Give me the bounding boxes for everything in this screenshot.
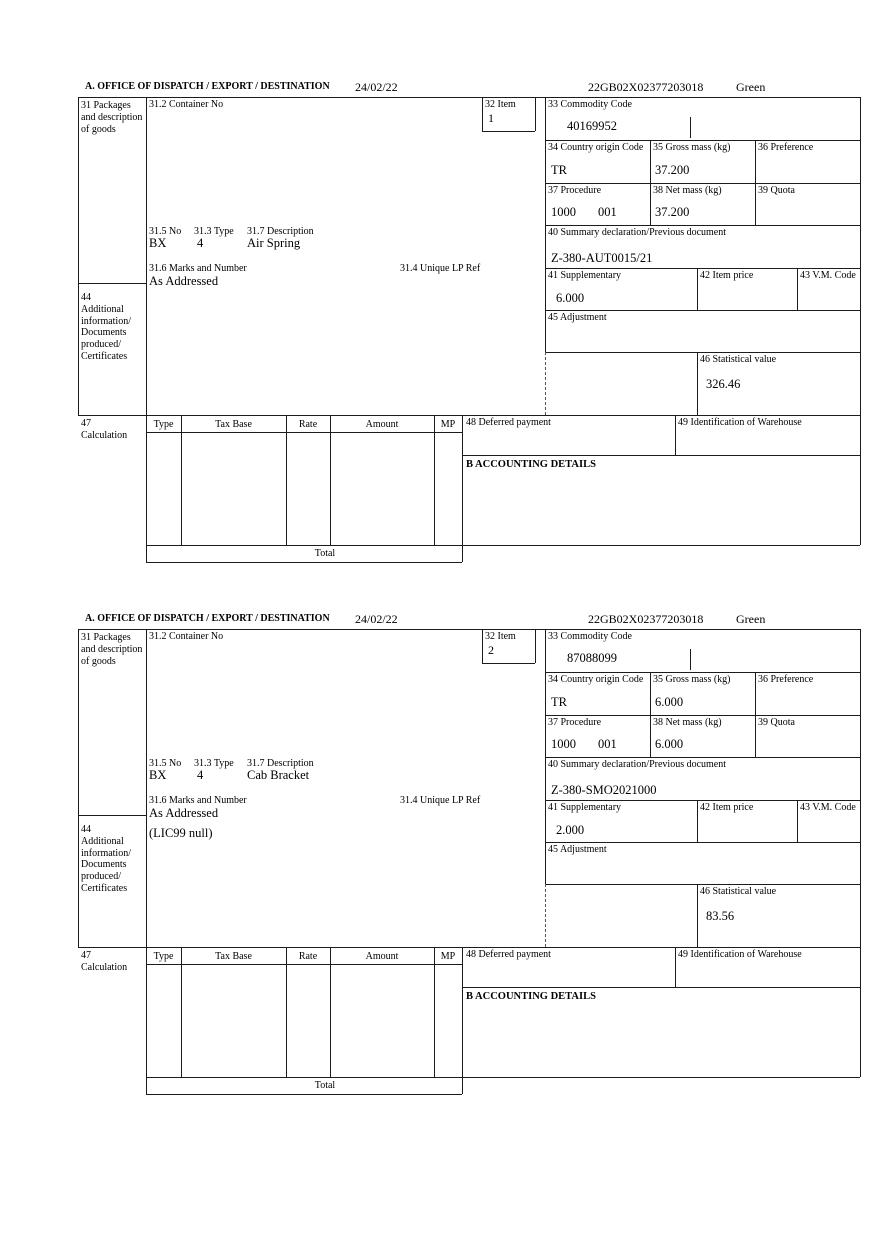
- box34-label: 34 Country origin Code: [548, 674, 644, 685]
- grid-line: [434, 947, 435, 1077]
- calc-col-rate: Rate: [298, 951, 318, 962]
- country-origin-value: TR: [551, 163, 567, 177]
- box34-label: 34 Country origin Code: [548, 142, 644, 153]
- box40-label: 40 Summary declaration/Previous document: [548, 759, 727, 770]
- calc-total-label: Total: [314, 1080, 336, 1091]
- box48-label: 48 Deferred payment: [466, 417, 551, 428]
- box48-label: 48 Deferred payment: [466, 949, 551, 960]
- box31-7-label: 31.7 Description: [247, 758, 314, 769]
- dispatch-date: 24/02/22: [355, 80, 398, 94]
- box31-title: Packages and description of goods: [81, 100, 143, 135]
- country-origin-value: TR: [551, 695, 567, 709]
- box38-label: 38 Net mass (kg): [653, 185, 722, 196]
- box35-label: 35 Gross mass (kg): [653, 674, 731, 685]
- box31-number: 31: [81, 632, 91, 643]
- grid-line: [545, 225, 860, 226]
- box40-label: 40 Summary declaration/Previous document: [548, 227, 727, 238]
- procedure-value: 1000: [551, 205, 576, 219]
- box37-label: 37 Procedure: [548, 185, 602, 196]
- commodity-code-value: 40169952: [567, 119, 617, 133]
- box31-4-label: 31.4 Unique LP Ref: [400, 263, 481, 274]
- box31-number: 31: [81, 100, 91, 111]
- grid-line: [545, 629, 546, 884]
- procedure-extra-value: 001: [598, 205, 617, 219]
- box33-label: 33 Commodity Code: [548, 99, 632, 110]
- box36-label: 36 Preference: [758, 674, 814, 685]
- routing-status: Green: [736, 612, 766, 626]
- item-number-value: 2: [488, 643, 494, 657]
- grid-line: [146, 432, 462, 433]
- box32-label: 32 Item: [485, 631, 516, 642]
- grid-line: [545, 757, 860, 758]
- grid-line-dashed: [545, 352, 546, 415]
- box31-5-label: 31.5 No: [149, 758, 182, 769]
- grid-line: [482, 97, 483, 131]
- box47-label: [81, 950, 141, 974]
- grid-line: [78, 629, 860, 630]
- box49-label: 49 Identification of Warehouse: [678, 949, 802, 960]
- package-no-value: BX: [149, 236, 167, 250]
- box47-label: [81, 418, 141, 442]
- box31-6-label: 31.6 Marks and Number: [149, 263, 247, 274]
- statistical-value: 326.46: [706, 377, 741, 391]
- grid-line: [535, 629, 536, 663]
- box44-number: 44: [81, 292, 91, 303]
- grid-line: [697, 352, 698, 415]
- routing-status: Green: [736, 80, 766, 94]
- grid-line: [697, 884, 698, 947]
- grid-line: [146, 1094, 462, 1095]
- calc-col-type: Type: [153, 951, 174, 962]
- commodity-code-tick: [690, 117, 691, 138]
- calc-col-tax-base: Tax Base: [215, 951, 252, 962]
- grid-line: [146, 1077, 860, 1078]
- grid-line: [78, 629, 79, 947]
- box39-label: 39 Quota: [758, 717, 795, 728]
- supplementary-units-value: 6.000: [556, 291, 585, 305]
- grid-line: [146, 545, 860, 546]
- calc-col-amount: Amount: [365, 951, 399, 962]
- box31-3-label: 31.3 Type: [194, 758, 234, 769]
- calc-col-amount: Amount: [365, 419, 399, 430]
- box31-2-label: 31.2 Container No: [149, 631, 224, 642]
- calc-col-rate: Rate: [298, 419, 318, 430]
- box42-label: 42 Item price: [700, 270, 754, 281]
- grid-line: [675, 415, 676, 455]
- grid-line: [545, 352, 860, 353]
- grid-line: [650, 672, 651, 757]
- box44-label: [81, 824, 143, 895]
- section-a-header: A. OFFICE OF DISPATCH / EXPORT / DESTINATION: [85, 613, 330, 624]
- box31-label: [81, 632, 143, 667]
- box36-label: 36 Preference: [758, 142, 814, 153]
- box46-label: 46 Statistical value: [700, 886, 777, 897]
- grid-line: [755, 140, 756, 225]
- grid-line: [545, 715, 860, 716]
- grid-line: [78, 415, 860, 416]
- marks-value: As Addressed: [149, 274, 219, 288]
- item-number-value: 1: [488, 111, 494, 125]
- grid-line: [78, 97, 79, 415]
- box44-label: [81, 292, 143, 363]
- grid-line: [434, 415, 435, 545]
- previous-document-value: Z-380-SMO2021000: [551, 783, 657, 797]
- box47-title: Calculation: [81, 961, 128, 973]
- grid-line: [462, 455, 860, 456]
- calc-col-mp: MP: [440, 419, 456, 430]
- box47-number: 47: [81, 418, 91, 429]
- grid-line: [545, 672, 860, 673]
- box33-label: 33 Commodity Code: [548, 631, 632, 642]
- grid-line: [78, 283, 146, 284]
- grid-line: [697, 268, 698, 310]
- box39-label: 39 Quota: [758, 185, 795, 196]
- grid-line: [545, 800, 860, 801]
- box47-number: 47: [81, 950, 91, 961]
- grid-line: [860, 629, 861, 1077]
- grid-line: [482, 131, 535, 132]
- box42-label: 42 Item price: [700, 802, 754, 813]
- grid-line: [545, 183, 860, 184]
- grid-line: [797, 800, 798, 842]
- procedure-extra-value: 001: [598, 737, 617, 751]
- grid-line: [462, 947, 463, 1094]
- grid-line: [181, 415, 182, 545]
- accounting-details-label: B ACCOUNTING DETAILS: [466, 991, 596, 1002]
- box44-number: 44: [81, 824, 91, 835]
- commodity-code-value: 87088099: [567, 651, 617, 665]
- net-mass-value: 37.200: [655, 205, 690, 219]
- declaration-item-section: [78, 612, 860, 1098]
- box49-label: 49 Identification of Warehouse: [678, 417, 802, 428]
- commodity-code-tick: [690, 649, 691, 670]
- box31-7-label: 31.7 Description: [247, 226, 314, 237]
- box46-label: 46 Statistical value: [700, 354, 777, 365]
- procedure-value: 1000: [551, 737, 576, 751]
- grid-line: [462, 987, 860, 988]
- box45-label: 45 Adjustment: [548, 844, 607, 855]
- declaration-reference: 22GB02X02377203018: [588, 612, 704, 626]
- grid-line: [797, 268, 798, 310]
- grid-line: [146, 562, 462, 563]
- grid-line: [78, 815, 146, 816]
- grid-line: [330, 415, 331, 545]
- grid-line: [650, 140, 651, 225]
- box41-label: 41 Supplementary: [548, 270, 622, 281]
- declaration-reference: 22GB02X02377203018: [588, 80, 704, 94]
- additional-info-value: (LIC99 null): [149, 826, 213, 840]
- box43-label: 43 V.M. Code: [800, 802, 856, 813]
- grid-line: [462, 415, 463, 562]
- net-mass-value: 6.000: [655, 737, 684, 751]
- grid-line: [482, 629, 483, 663]
- grid-line: [755, 672, 756, 757]
- calc-col-tax-base: Tax Base: [215, 419, 252, 430]
- grid-line: [78, 97, 860, 98]
- box31-6-label: 31.6 Marks and Number: [149, 795, 247, 806]
- grid-line-dashed: [545, 884, 546, 947]
- box44-title: Additional information/ Documents produced/ Certificates: [81, 303, 131, 362]
- box31-4-label: 31.4 Unique LP Ref: [400, 795, 481, 806]
- grid-line: [78, 947, 860, 948]
- accounting-details-label: B ACCOUNTING DETAILS: [466, 459, 596, 470]
- box43-label: 43 V.M. Code: [800, 270, 856, 281]
- statistical-value: 83.56: [706, 909, 735, 923]
- grid-line: [482, 663, 535, 664]
- box31-5-label: 31.5 No: [149, 226, 182, 237]
- grid-line: [545, 842, 860, 843]
- grid-line: [545, 140, 860, 141]
- package-no-value: BX: [149, 768, 167, 782]
- grid-line: [181, 947, 182, 1077]
- grid-line: [545, 884, 860, 885]
- grid-line: [286, 947, 287, 1077]
- grid-line: [545, 310, 860, 311]
- grid-line: [286, 415, 287, 545]
- section-a-header: A. OFFICE OF DISPATCH / EXPORT / DESTINATION: [85, 81, 330, 92]
- box38-label: 38 Net mass (kg): [653, 717, 722, 728]
- box47-title: Calculation: [81, 429, 128, 441]
- declaration-item-section: [78, 80, 860, 566]
- box31-2-label: 31.2 Container No: [149, 99, 224, 110]
- box32-label: 32 Item: [485, 99, 516, 110]
- box31-3-label: 31.3 Type: [194, 226, 234, 237]
- grid-line: [545, 97, 546, 352]
- supplementary-units-value: 2.000: [556, 823, 585, 837]
- box44-title: Additional information/ Documents produced/ Certificates: [81, 835, 131, 894]
- grid-line: [146, 629, 147, 1094]
- calc-col-type: Type: [153, 419, 174, 430]
- gross-mass-value: 37.200: [655, 163, 690, 177]
- box31-title: Packages and description of goods: [81, 632, 143, 667]
- grid-line: [535, 97, 536, 131]
- box37-label: 37 Procedure: [548, 717, 602, 728]
- box35-label: 35 Gross mass (kg): [653, 142, 731, 153]
- goods-description-value: Air Spring: [247, 236, 301, 250]
- calc-col-mp: MP: [440, 951, 456, 962]
- previous-document-value: Z-380-AUT0015/21: [551, 251, 653, 265]
- grid-line: [675, 947, 676, 987]
- dispatch-date: 24/02/22: [355, 612, 398, 626]
- grid-line: [697, 800, 698, 842]
- package-type-value: 4: [197, 236, 204, 250]
- package-type-value: 4: [197, 768, 204, 782]
- grid-line: [330, 947, 331, 1077]
- goods-description-value: Cab Bracket: [247, 768, 310, 782]
- box31-label: [81, 100, 143, 135]
- box41-label: 41 Supplementary: [548, 802, 622, 813]
- grid-line: [860, 97, 861, 545]
- marks-value: As Addressed: [149, 806, 219, 820]
- grid-line: [146, 964, 462, 965]
- gross-mass-value: 6.000: [655, 695, 684, 709]
- box45-label: 45 Adjustment: [548, 312, 607, 323]
- grid-line: [545, 268, 860, 269]
- grid-line: [146, 97, 147, 562]
- calc-total-label: Total: [314, 548, 336, 559]
